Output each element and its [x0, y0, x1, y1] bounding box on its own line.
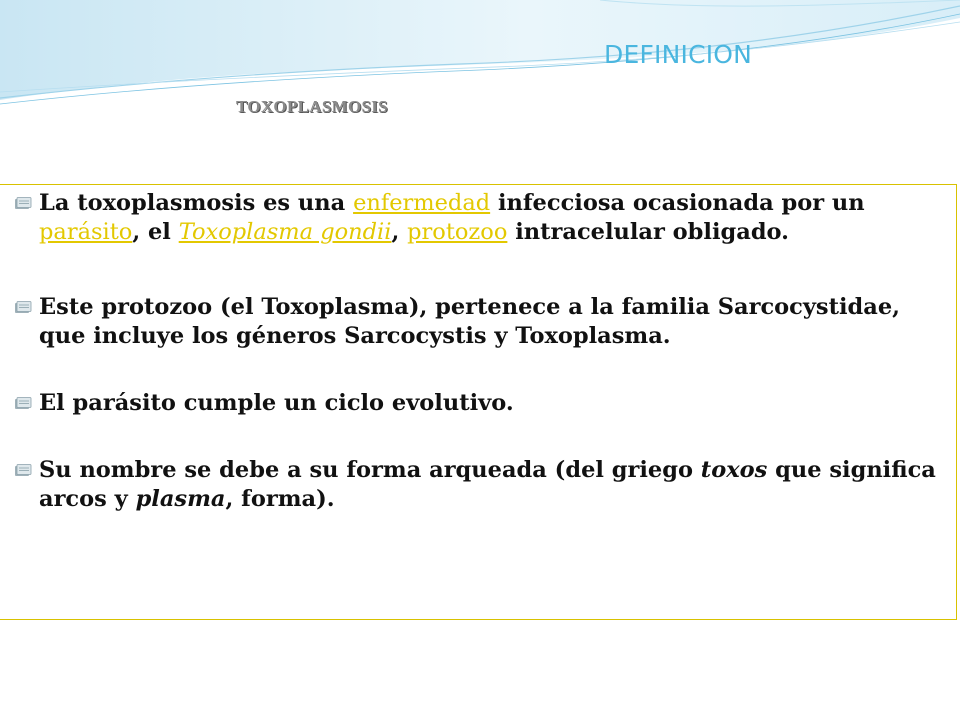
bullet-1-text-e: intracelular obligado. [507, 219, 789, 245]
bullet-4-text-a: Su nombre se debe a su forma arqueada (del griego [39, 457, 701, 483]
bullet-item-cycle [14, 389, 944, 418]
bullet-1-text-d: , [391, 219, 408, 245]
bullet-item-family [14, 293, 944, 351]
link-toxoplasma-gondii[interactable]: Toxoplasma gondii [178, 219, 392, 245]
header-wave-decoration [0, 0, 960, 120]
link-protozoo[interactable]: protozoo [407, 219, 508, 245]
bullet-icon [14, 301, 32, 315]
bullet-4-italic-toxos: toxos [700, 457, 768, 483]
bullet-icon [14, 397, 32, 411]
slide-title: DEFINICION [604, 40, 753, 69]
bullet-1-text-c: , el [132, 219, 179, 245]
link-enfermedad[interactable]: enfermedad [353, 190, 491, 216]
bullet-2-text: Este protozoo (el Toxoplasma), pertenece a la familia Sarcocystidae, que incluye los géneros Sarcocystis y Toxoplasma. [39, 294, 900, 349]
slide-subtitle: TOXOPLASMOSIS [236, 97, 388, 116]
bullet-3-text: El parásito cumple un ciclo evolutivo. [39, 390, 514, 416]
bullet-item-definition [14, 189, 944, 247]
bullet-item-name-origin [14, 456, 944, 514]
link-parasito[interactable]: parásito [39, 219, 133, 245]
bullet-1-text-b: infecciosa ocasionada por un [490, 190, 865, 216]
bullet-list [14, 189, 944, 514]
bullet-icon [14, 464, 32, 478]
bullet-4-text-c: , forma). [225, 486, 335, 512]
bullet-4-italic-plasma: plasma [135, 486, 226, 512]
bullet-icon [14, 197, 32, 211]
bullet-4-text-b: que significa arcos y [39, 457, 936, 512]
bullet-1-text-a: La toxoplasmosis es una [39, 190, 354, 216]
